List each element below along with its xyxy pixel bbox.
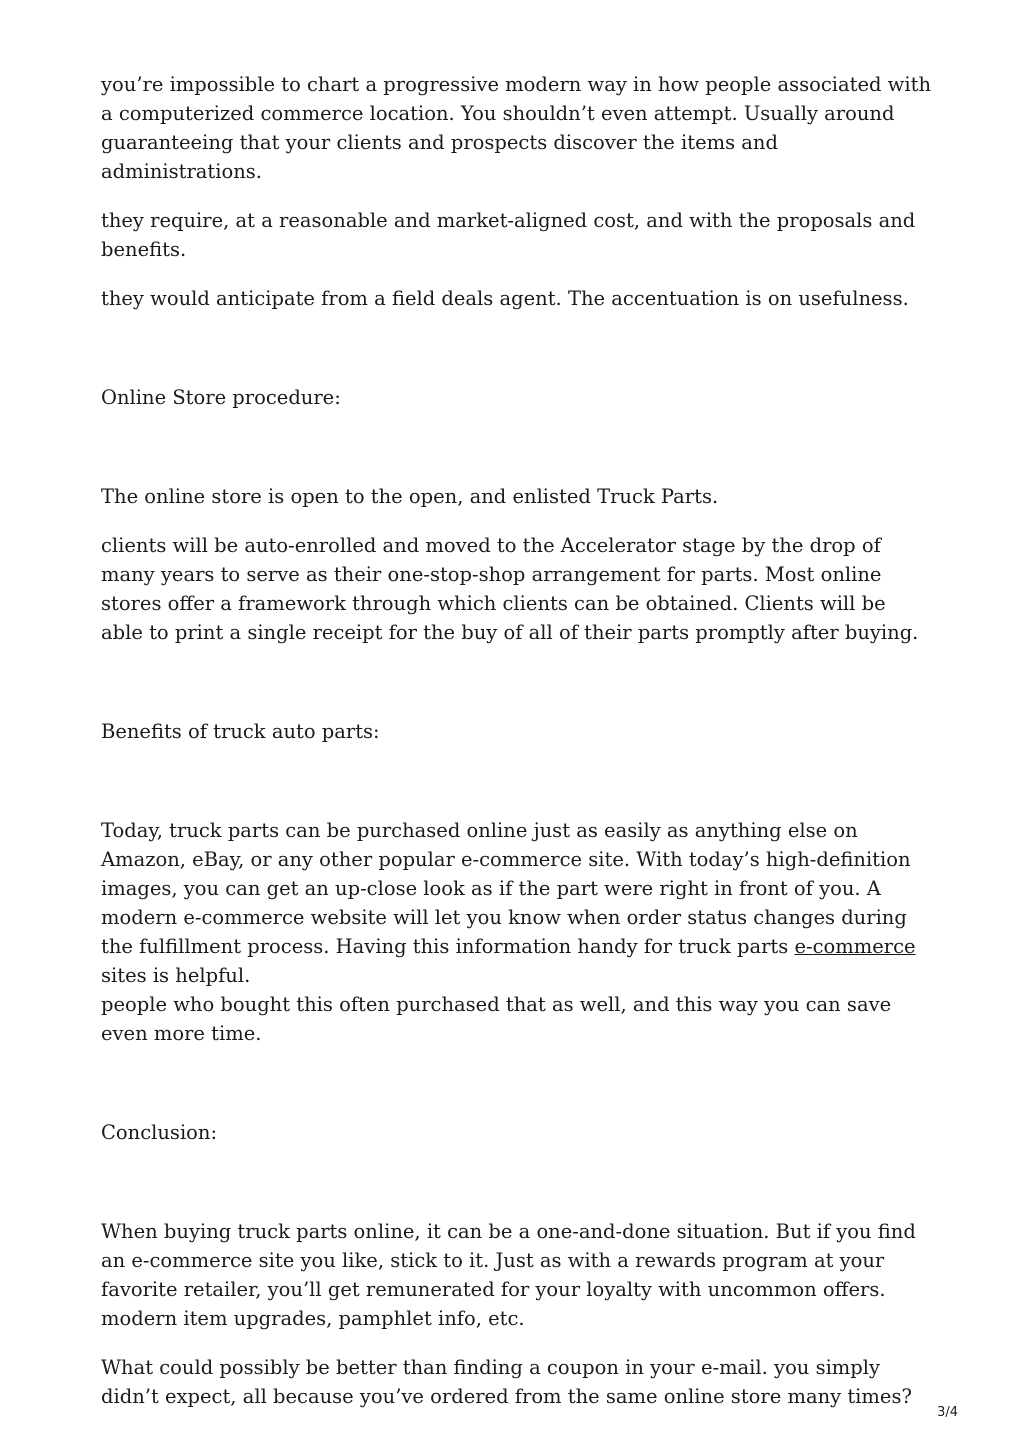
paragraph-anticipation: they would anticipate from a field deals agent. The accentuation is on usefulness.	[101, 287, 909, 310]
paragraph-intro: you’re impossible to chart a progressive modern way in how people associated with a computerized commerce location. You shouldn’t even attempt. Usually around guaranteeing that your clients and prospects discover the items and administrations.	[101, 73, 931, 183]
paragraph-benefits	[101, 816, 931, 1048]
paragraph-clients-enrolled: clients will be auto-enrolled and moved to the Accelerator stage by the drop of many years to serve as their one-stop-shop arrangement for parts. Most online stores offer a framework through which clients can be obtained. Clients will be able to print a single receipt for the buy of all of their parts promptly after buying.	[101, 534, 919, 644]
document-body	[101, 70, 931, 1411]
paragraph-coupon: What could possibly be better than finding a coupon in your e-mail. you simply didn’t expect, all because you’ve ordered from the same online store many times?	[101, 1356, 912, 1408]
ecommerce-link[interactable]: e-commerce	[794, 935, 916, 958]
paragraph-requirements: they require, at a reasonable and market-aligned cost, and with the proposals and benefits.	[101, 209, 916, 261]
paragraph-store-open: The online store is open to the open, and enlisted Truck Parts.	[101, 485, 719, 508]
benefits-text-start: Today, truck parts can be purchased online just as easily as anything else on Amazon, eBay, or any other popular e-commerce site. With today’s high-definition images, you can get an up-close look as if the part were right in front of you. A modern e-commerce website will let you know when order status changes during the fulfillment process. Having this information handy for truck parts	[101, 819, 911, 958]
section-heading-conclusion: Conclusion:	[101, 1121, 218, 1144]
section-heading-benefits: Benefits of truck auto parts:	[101, 720, 380, 743]
benefits-text-line2: people who bought this often purchased that as well, and this way you can save even more time.	[101, 993, 892, 1045]
benefits-text-end: sites is helpful.	[101, 964, 251, 987]
page-number: 3/4	[937, 1405, 958, 1420]
paragraph-conclusion: When buying truck parts online, it can be a one-and-done situation. But if you find an e-commerce site you like, stick to it. Just as with a rewards program at your favorite retailer, you’ll get remunerated for your loyalty with uncommon offers. modern item upgrades, pamphlet info, etc.	[101, 1220, 916, 1330]
section-heading-online-store: Online Store procedure:	[101, 386, 341, 409]
